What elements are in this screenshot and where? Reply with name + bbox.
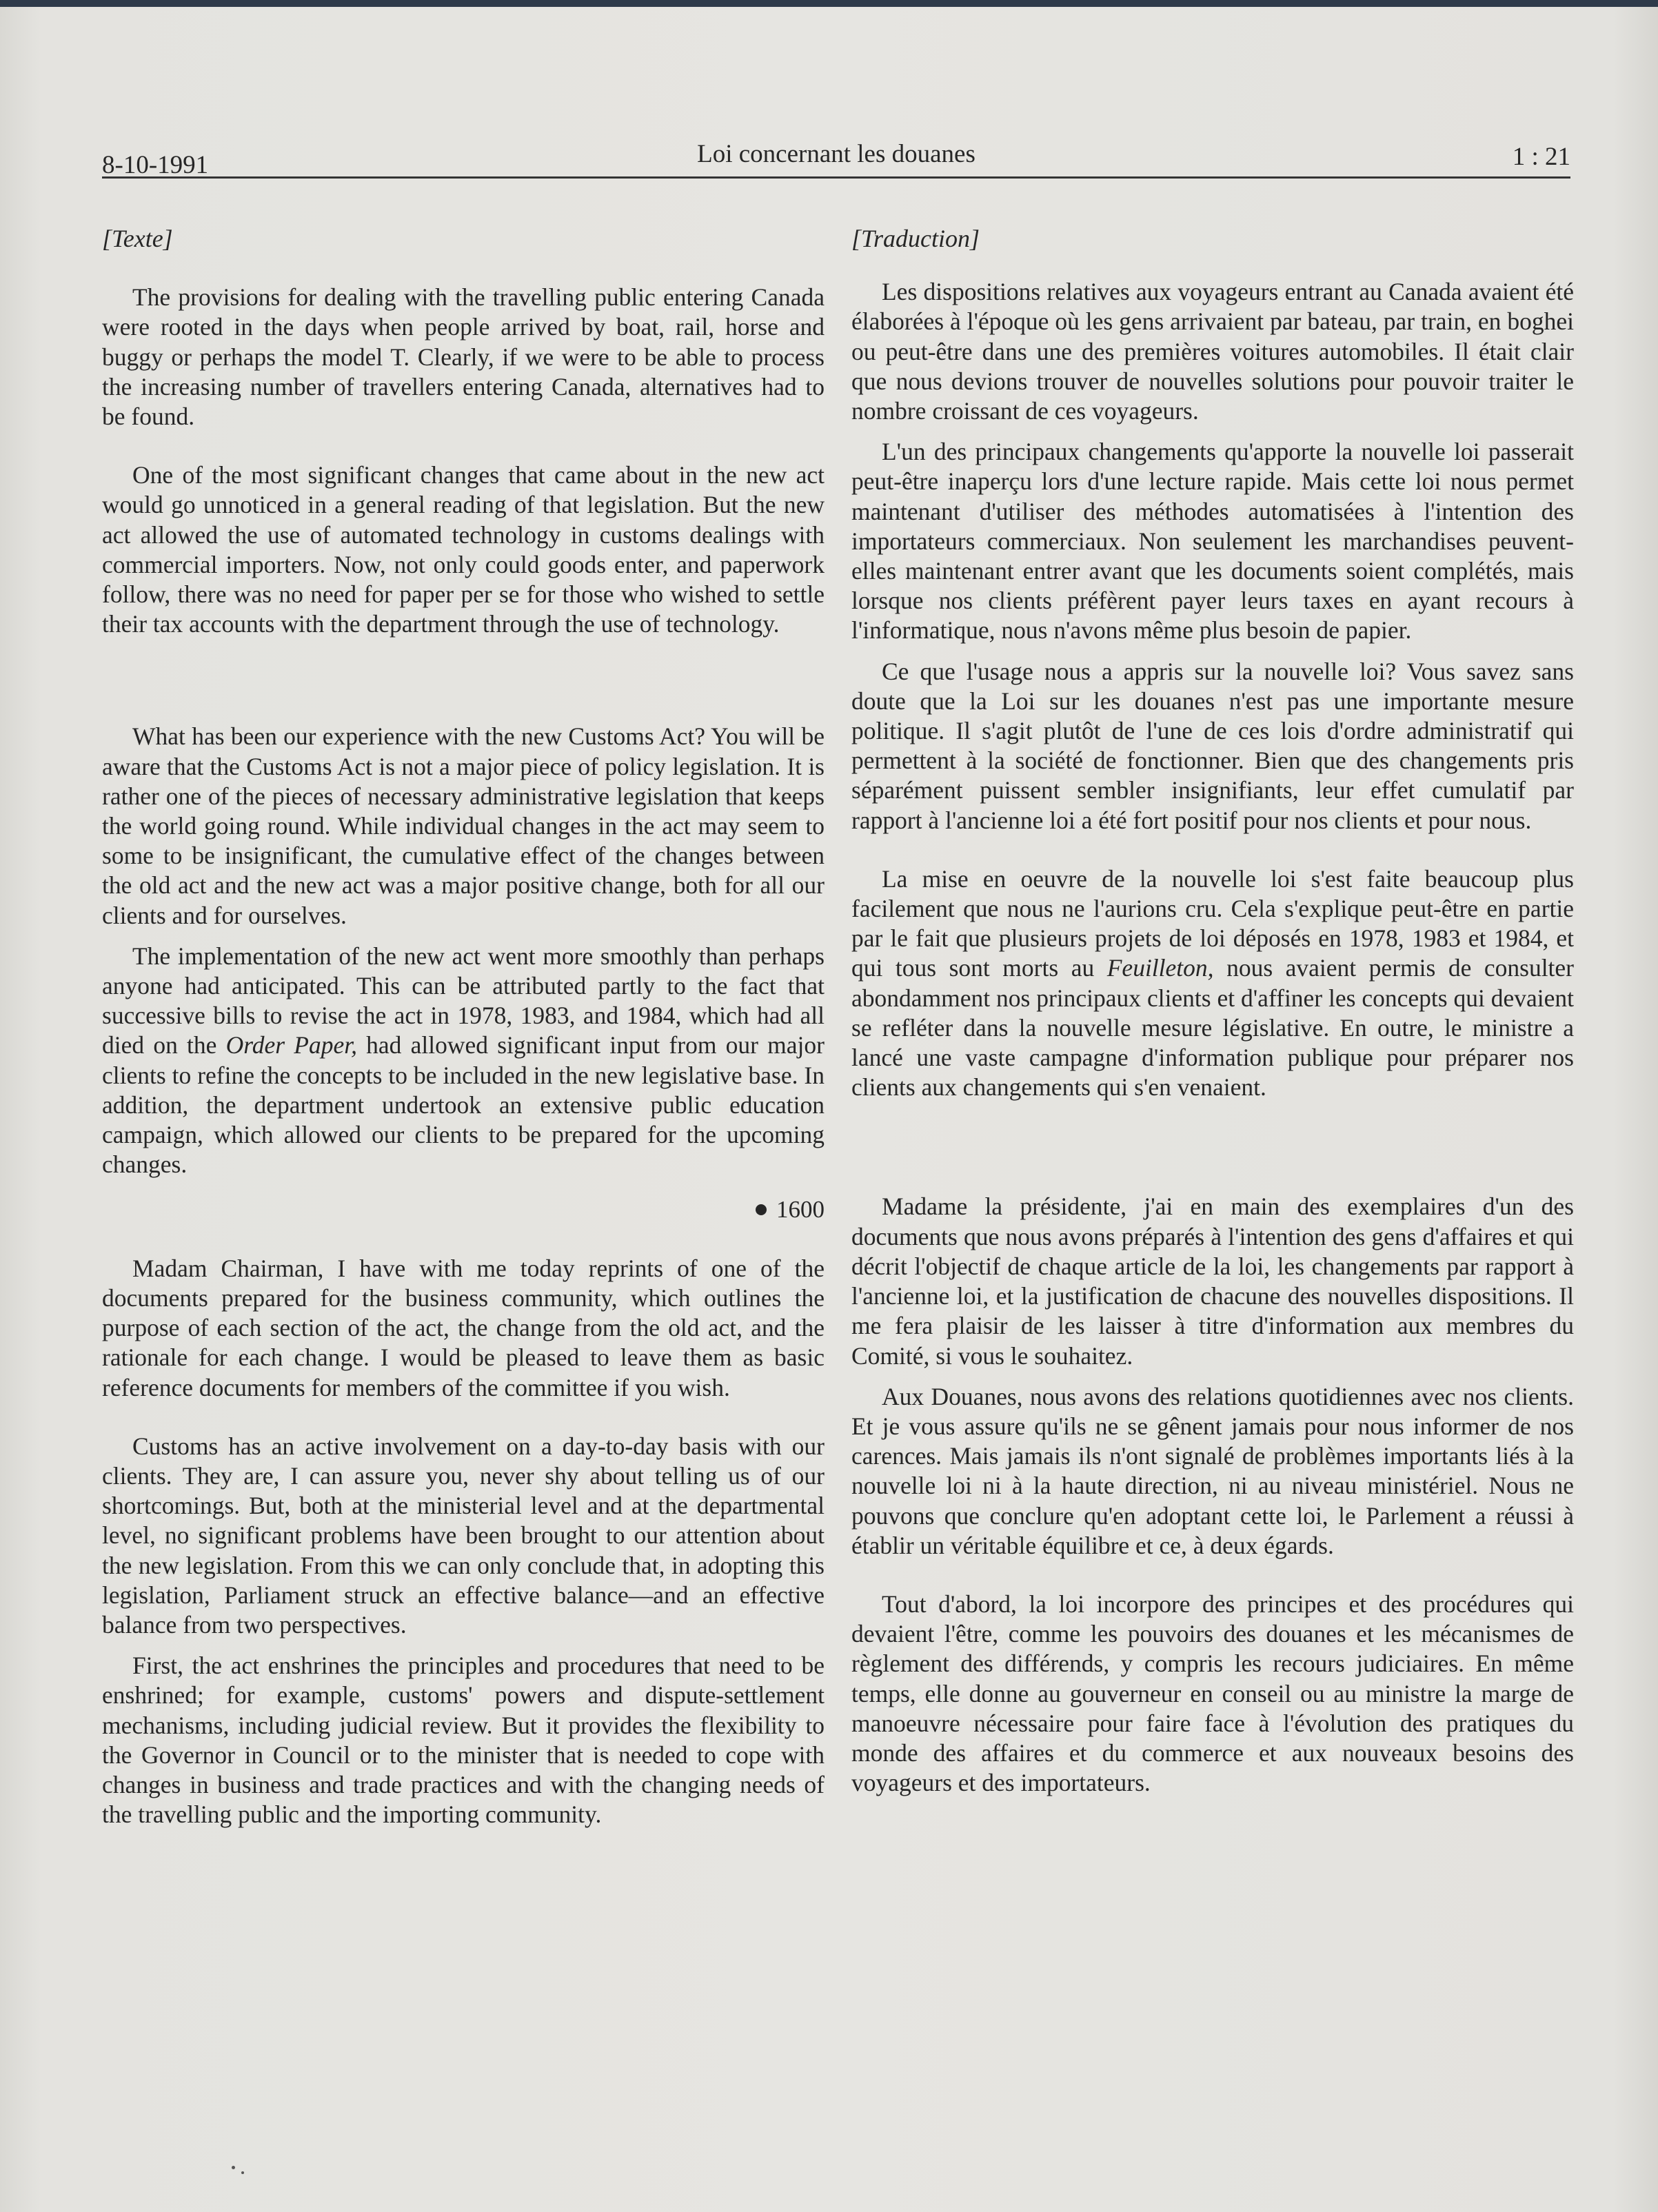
header-page-number: 1 : 21 <box>1512 143 1570 171</box>
paragraph: Madam Chairman, I have with me today reprints of one of the documents prepared for the business community, which outlines the purpose of each section of the act, the change from the old act, and the rationale for each change. I would be pleased to leave them as basic reference documents for members of the committee if you wish. <box>102 1254 825 1401</box>
bullet-icon <box>756 1204 767 1215</box>
header-date: 8-10-1991 <box>102 151 209 179</box>
paragraph: L'un des principaux changements qu'apporte la nouvelle loi passerait peut-être inaperçu lors d'une lecture rapide. Mais cette loi nous permet maintenant d'utiliser des méthodes automatisées à l'intention des importateurs commerciaux. Non seulement les marchandises peuvent-elles maintenant entrer avant que les documents soient complétés, mais lorsque nos clients préfèrent payer leurs taxes en ayant recours à l'informatique, nous n'avons même plus besoin de papier. <box>851 438 1574 645</box>
paragraph: Aux Douanes, nous avons des relations quotidiennes avec nos clients. Et je vous assure qu'ils ne se gênent jamais pour nous informer de nos carences. Mais jamais ils n'ont signalé de problèmes importants liés à la nouvelle loi ni à la haute direction, ni au niveau ministériel. Nous ne pouvons que conclure qu'en adoptant cette loi, le Parlement a réussi à établir un véritable équilibre et ce, à deux égards. <box>851 1382 1574 1559</box>
paragraph: La mise en oeuvre de la nouvelle loi s'est faite beaucoup plus facilement que nous ne l'aurions cru. Cela s'explique peut-être en partie par le fait que plusieurs projets de loi déposés en 1978, 1983 et 1984, et qui tous sont morts au Feuilleton, nous avaient permis de consulter abondamment nos principaux clients et d'affiner les concepts qui devaient se refléter dans la nouvelle mesure législative. En outre, le ministre a lancé une vaste campagne d'information publique pour préparer nos clients aux changements qui s'en venaient. <box>851 864 1574 1102</box>
column-label-traduction: [Traduction] <box>851 225 980 252</box>
column-label-texte: [Texte] <box>102 225 173 252</box>
paragraph: Tout d'abord, la loi incorpore des principes et des procédures qui devaient l'être, comme les pouvoirs des douanes et les mécanismes de règlement des différends, y compris les recours judiciaires. En même temps, elle donne au gouverneur en conseil ou au ministre la marge de manoeuvre nécessaire pour faire face à l'évolution des pratiques du monde des affaires et du commerce et aux nouveaux besoins des voyageurs et des importateurs. <box>851 1590 1574 1797</box>
paragraph: What has been our experience with the new Customs Act? You will be aware that the Customs Act is not a major piece of policy legislation. It is rather one of the pieces of necessary administrative legislation that keeps the world going round. While individual changes in the act may seem to some to be insignificant, the cumulative effect of the changes between the old act and the new act was a major positive change, both for all our clients and for ourselves. <box>102 722 825 929</box>
paragraph: Ce que l'usage nous a appris sur la nouvelle loi? Vous savez sans doute que la Loi sur les douanes n'est pas une importante mesure politique. Il s'agit plutôt de l'une de ces lois d'ordre administratif qui permettent à la société de fonctionner. Bien que des changements pris séparément puissent sembler insignifiants, leur effet cumulatif par rapport à l'ancienne loi a été fort positif pour nos clients et pour nous. <box>851 657 1574 834</box>
french-column <box>851 224 1574 1798</box>
scan-top-edge <box>0 0 1658 7</box>
paragraph: Customs has an active involvement on a day-to-day basis with our clients. They are, I can assure you, never shy about telling us of our shortcomings. But, both at the ministerial level and at the departmental level, no significant problems have been brought to our attention about the new legislation. From this we can only conclude that, in adopting this legislation, Parliament struck an effective balance—and an effective balance from two perspectives. <box>102 1432 825 1638</box>
paragraph: First, the act enshrines the principles and procedures that need to be enshrined; for example, customs' powers and dispute-settlement mechanisms, including judicial review. But it provides the flexibility to the Governor in Council or to the minister that is needed to cope with changes in business and trade practices and with the changing needs of the travelling public and the importing community. <box>102 1652 825 1829</box>
paragraph: The implementation of the new act went more smoothly than perhaps anyone had anticipated. This can be attributed partly to the fact that successive bills to revise the act in 1978, 1983, and 1984, which had all died on the Order Paper, had allowed significant input from our major clients to refine the concepts to be included in the new legislative base. In addition, the department undertook an extensive public education campaign, which allowed our clients to be prepared for the upcoming changes. <box>102 942 825 1179</box>
time-marker: 1600 <box>102 1195 825 1224</box>
scan-speck <box>232 2166 235 2169</box>
italic-feuilleton: Feuilleton, <box>1106 954 1214 982</box>
paragraph: One of the most significant changes that came about in the new act would go unnoticed in a general reading of that legislation. But the new act allowed the use of automated technology in customs dealings with commercial importers. Now, not only could goods enter, and paperwork follow, there was no need for paper per se for those who wished to settle their tax accounts with the department through the use of technology. <box>102 461 825 638</box>
paragraph: Madame la présidente, j'ai en main des exemplaires d'un des documents que nous avons préparés à l'intention des gens d'affaires et qui décrit l'objectif de chaque article de la loi, les changements par rapport à l'ancienne loi, et la justification de chacune des nouvelles dispositions. Il me fera plaisir de les laisser à titre d'information aux membres du Comité, si vous le souhaitez. <box>851 1193 1574 1370</box>
scan-speck <box>241 2171 244 2174</box>
paragraph: The provisions for dealing with the travelling public entering Canada were rooted in the days when people arrived by boat, rail, horse and buggy or perhaps the model T. Clearly, if we were to be able to process the increasing number of travellers entering Canada, alternatives had to be found. <box>102 283 825 431</box>
english-column <box>102 224 825 1829</box>
running-header <box>102 135 1570 179</box>
paragraph: Les dispositions relatives aux voyageurs entrant au Canada avaient été élaborées à l'époque où les gens arrivaient par bateau, par train, en boghei ou peut-être dans une des premières voitures automobiles. Il était clair que nous devions trouver de nouvelles solutions pour pouvoir traiter le nombre croissant de ces voyageurs. <box>851 278 1574 425</box>
header-title: Loi concernant les douanes <box>697 140 975 168</box>
italic-order-paper: Order Paper, <box>225 1031 357 1059</box>
